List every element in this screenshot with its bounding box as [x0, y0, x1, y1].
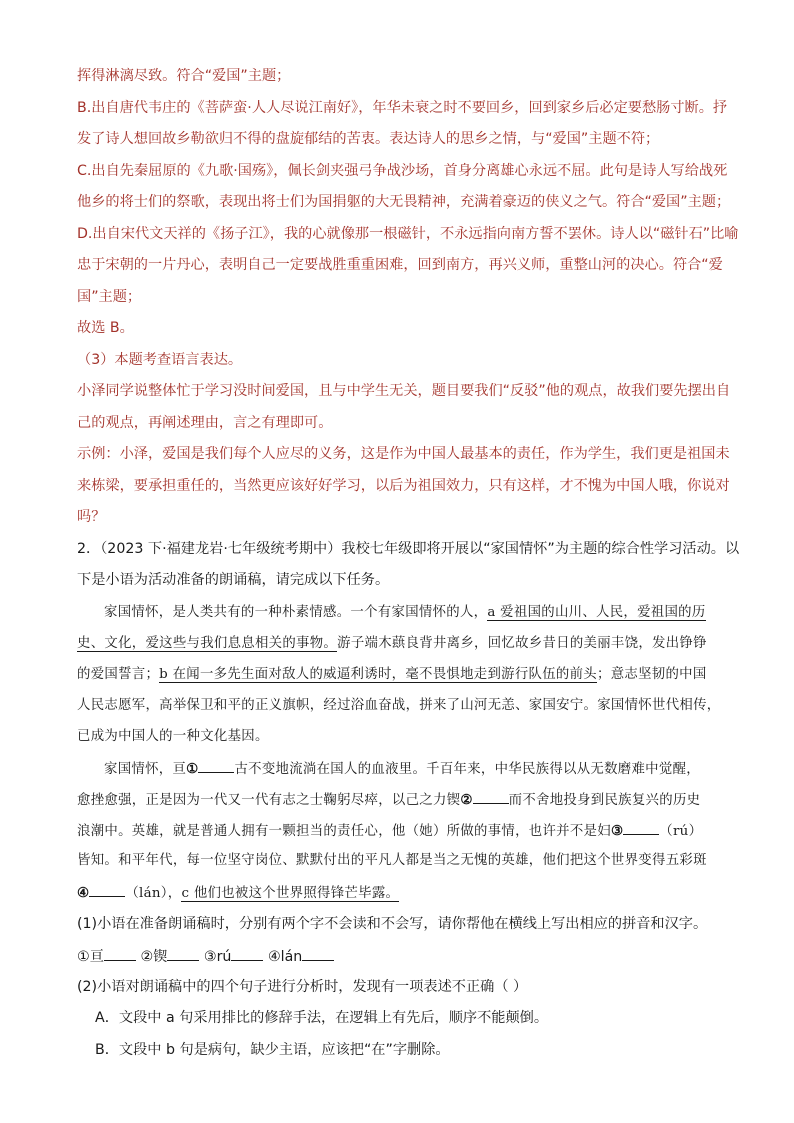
passage-line: [77, 789, 700, 811]
blank-number-1: ①: [186, 761, 199, 777]
answer-line: 忠于宋朝的一片丹心，表明自己一定要战胜重重困难，回到南方，再兴义师，重整山河的决心。符合“爱: [77, 257, 723, 273]
passage-line: 人民志愿军，高举保卫和平的正义旗帜，经过浴血奋战，拼来了山河无恙、家国安宁。家国情怀世代相传，: [77, 698, 721, 713]
blank-label-1: ①亘: [77, 949, 104, 965]
answer-line: C.出自先秦屈原的《九歌·国殇》，佩长剑夹强弓争战沙场，首身分离雄心永远不屈。此句是诗人写给战死: [77, 163, 728, 179]
sentence-c: c 他们也被这个世界照得锋芒毕露。: [181, 886, 400, 901]
passage-text: ；意志坚韧的中国: [597, 667, 707, 682]
blank-number-3: ③: [610, 823, 624, 839]
answer-line: 故选 B。: [77, 320, 134, 336]
option-a[interactable]: A．文段中 a 句采用排比的修辞手法，在逻辑上有先后，顺序不能颠倒。: [95, 1010, 549, 1026]
passage-line: 已成为中国人的一种文化基因。: [77, 729, 269, 744]
passage-text: 的爱国誓言；: [77, 667, 160, 682]
passage-line: [104, 603, 706, 623]
passage-text: 浪潮中。英雄，就是普通人拥有一颗担当的责任心，他（她）所做的事情，也许并不是妇: [77, 824, 611, 839]
task-1: (1)小语在准备朗诵稿时，分别有两个字不会读和不会写，请你帮他在横线上写出相应的拼音和汉字。: [77, 916, 708, 932]
answer-line: 己的观点，再阐述理由，言之有理即可。: [77, 415, 333, 431]
blank-number-4: ④: [77, 885, 90, 901]
passage-line: [77, 665, 707, 685]
blank-number-2: ②: [460, 792, 473, 808]
passage-line: [77, 882, 399, 904]
sentence-a-cont: 史、文化，爱这些与我们息息相关的事物。: [77, 636, 338, 651]
answer-line: 示例：小泽，爱国是我们每个人应尽的义务，这是作为中国人最基本的责任，作为学生，我们更是祖国未: [77, 446, 730, 462]
fill-blank-3[interactable]: [623, 820, 659, 835]
answer-blank-4[interactable]: [302, 946, 334, 961]
answer-line: 吗？: [77, 509, 106, 525]
answer-blank-1[interactable]: [104, 946, 136, 961]
task-1-blanks: [77, 946, 334, 967]
fill-blank-2[interactable]: [473, 789, 509, 804]
question-title: 2．（2023 下·福建龙岩·七年级统考期中）我校七年级即将开展以“家国情怀”为主题的综合性学习活动。以: [77, 541, 740, 557]
answer-blank-2[interactable]: [167, 946, 199, 961]
passage-line: [77, 820, 702, 842]
answer-blank-3[interactable]: [231, 946, 263, 961]
passage-line: 皆知。和平年代，每一位坚守岗位、默默付出的平凡人都是当之无愧的英雄，他们把这个世界变得五彩斑: [77, 853, 707, 868]
pinyin-hint: （lán），: [125, 886, 182, 901]
passage-line: [104, 758, 700, 780]
fill-blank-4[interactable]: [89, 882, 125, 897]
answer-line: B.出自唐代韦庄的《菩萨蛮·人人尽说江南好》，年华未衰之时不要回乡，回到家乡后必定要愁肠寸断。抒: [77, 100, 728, 116]
passage-line: [77, 634, 707, 654]
answer-line: 挥得淋漓尽致。符合“爱国”主题；: [77, 68, 291, 84]
question-title-cont: 下是小语为活动准备的朗诵稿，请完成以下任务。: [77, 572, 390, 588]
blank-label-4: ④lán: [267, 949, 303, 965]
task-2: (2)小语对朗诵稿中的四个句子进行分析时，发现有一项表述不正确（ ）: [77, 979, 528, 995]
passage-text: 而不舍地投身到民族复兴的历史: [508, 793, 701, 808]
answer-line: 国”主题；: [77, 289, 142, 305]
blank-label-3: ③rú: [203, 949, 232, 965]
sentence-b: b 在闻一多先生面对敌人的威逼利诱时，毫不畏惧地走到游行队伍的前头: [159, 667, 597, 682]
passage-text: 愈挫愈强，正是因为一代又一代有志之士鞠躬尽瘁，以己之力锲: [77, 793, 461, 808]
answer-line: D.出自宋代文天祥的《扬子江》，我的心就像那一根磁针，不永远指向南方誓不罢休。诗人以“磁针石”比喻: [77, 226, 739, 242]
answer-line: 小泽同学说整体忙于学习没时间爱国，且与中学生无关，题目要我们“反驳”他的观点，故我们要先摆出自: [77, 383, 731, 399]
answer-line: 他乡的将士们的祭歌，表现出将士们为国捐躯的大无畏精神，充满着豪迈的侠义之气。符合“爱国”主题；: [77, 194, 731, 210]
sentence-a: a 爱祖国的山川、人民，爱祖国的历: [487, 605, 706, 620]
answer-line: （3）本题考查语言表达。: [77, 352, 243, 368]
passage-text: 游子端木蕻良背井离乡，回忆故乡昔日的美丽丰饶，发出铮铮: [337, 636, 707, 651]
answer-line: 来栋梁，要承担重任的，当然更应该好好学习，以后为祖国效力，只有这样，才不愧为中国人哦，你说对: [77, 478, 730, 494]
option-b[interactable]: B．文段中 b 句是病句，缺少主语，应该把“在”字删除。: [95, 1042, 450, 1058]
pinyin-hint: （rú）: [659, 824, 703, 839]
answer-line: 发了诗人想回故乡勒欲归不得的盘旋郁结的苦衷。表达诗人的思乡之情，与“爱国”主题不符；: [77, 131, 660, 147]
fill-blank-1[interactable]: [198, 758, 234, 773]
passage-text: 家国情怀，是人类共有的一种朴素情感。一个有家国情怀的人，: [104, 605, 488, 620]
passage-text: 家国情怀，亘: [104, 762, 187, 777]
blank-label-2: ②锲: [140, 949, 168, 965]
passage-text: 古不变地流淌在国人的血液里。千百年来，中华民族得以从无数磨难中觉醒，: [234, 762, 700, 777]
